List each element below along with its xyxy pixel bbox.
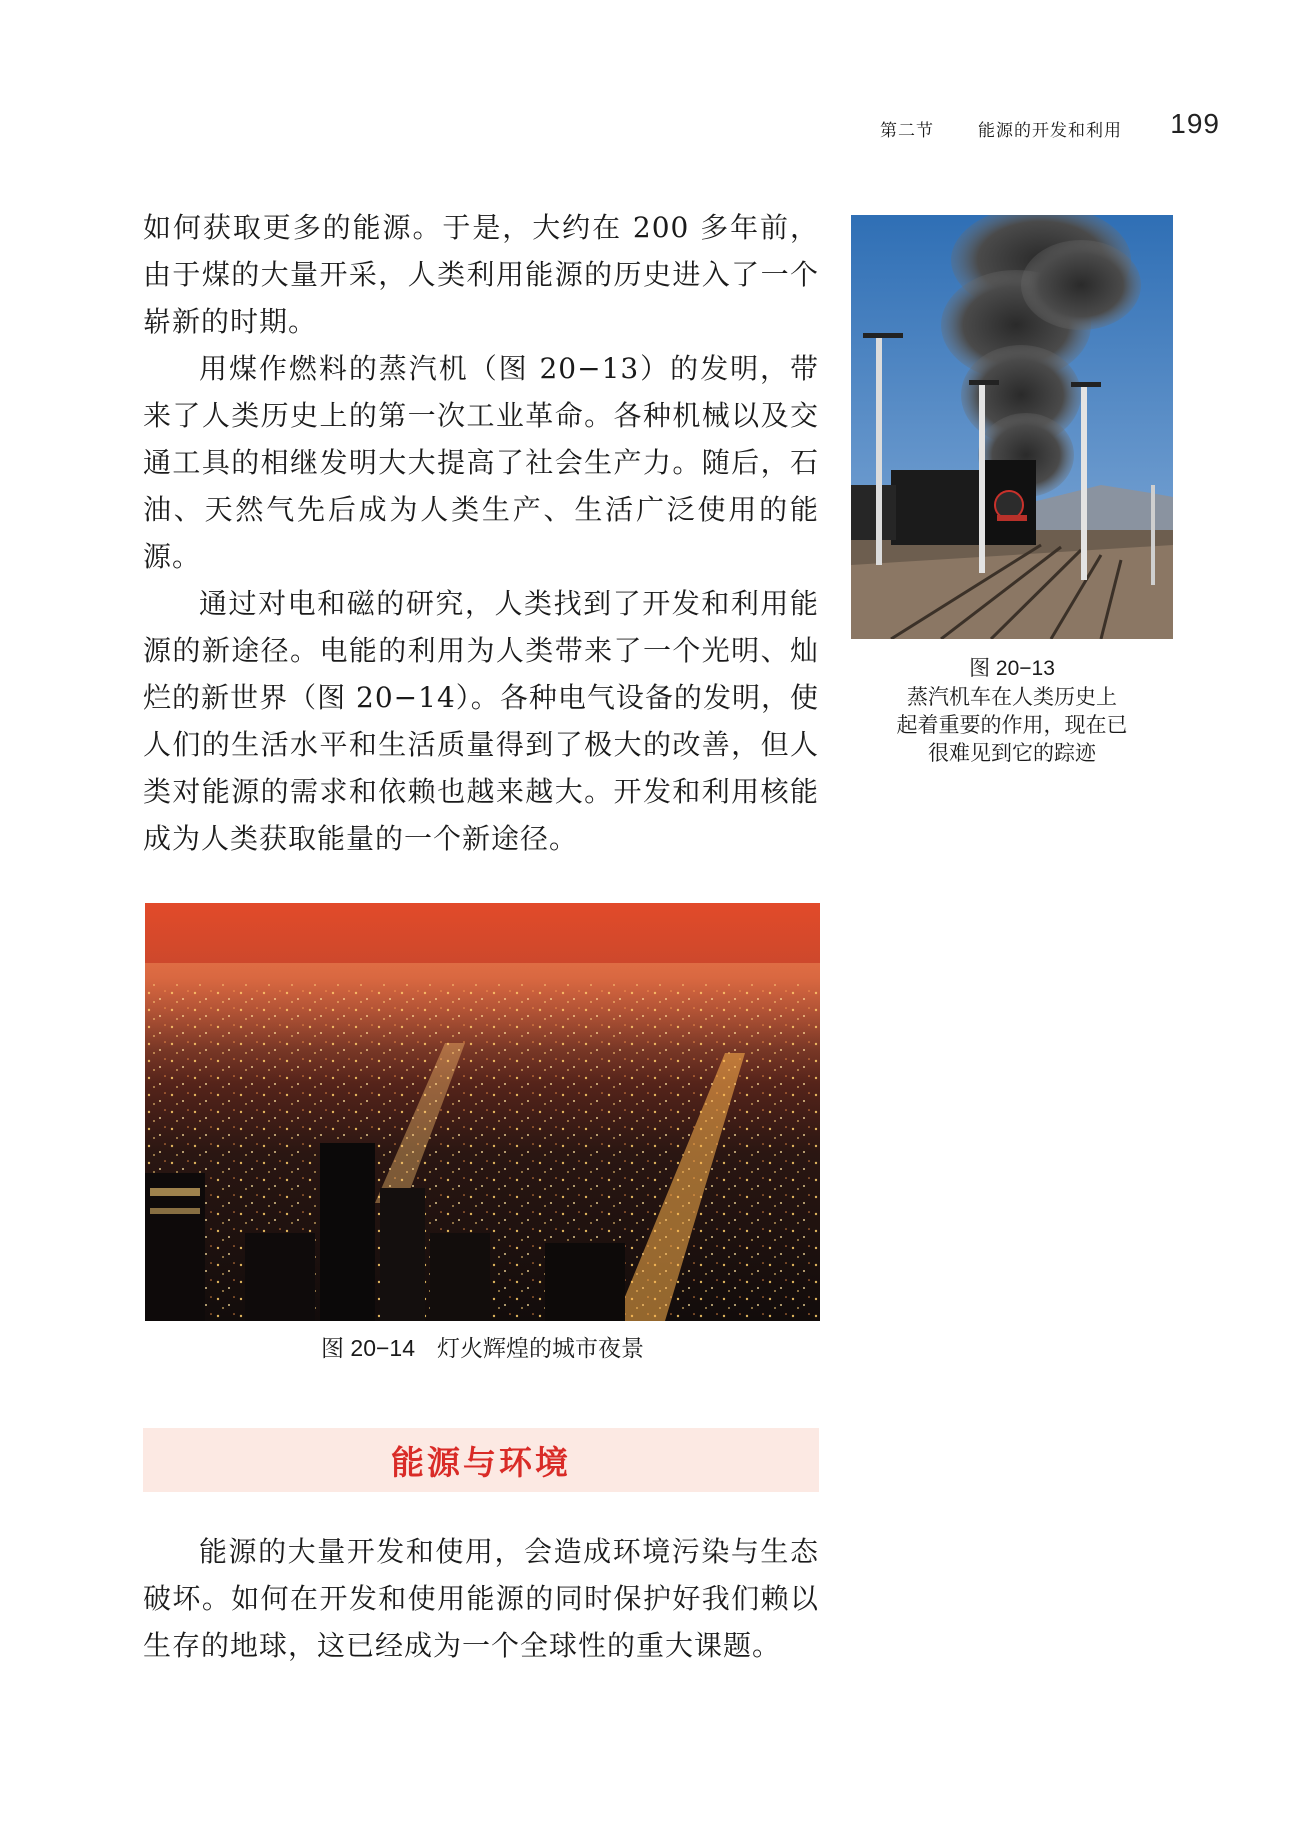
section-heading: 能源与环境: [391, 1442, 571, 1482]
paragraph: 能源的大量开发和使用，会造成环境污染与生态破坏。如何在开发和使用能源的同时保护好我们赖以生存的地球，这已经成为一个全球性的重大课题。: [143, 1535, 819, 1662]
caption-line: 起着重要的作用，现在已: [896, 713, 1128, 737]
paragraph: 如何获取更多的能源。于是，大约在 200 多年前，由于煤的大量开采，人类利用能源的历史进入了一个崭新的时期。: [143, 211, 819, 338]
paragraph: 用煤作燃料的蒸汽机（图 20−13）的发明，带来了人类历史上的第一次工业革命。各种机械以及交通工具的相继发明大大提高了社会生产力。随后，石油、天然气先后成为人类生产、生活广泛使用的能源。: [143, 352, 819, 573]
figure-20-13-caption: [851, 655, 1173, 767]
chapter-title: 能源的开发和利用: [978, 121, 1122, 141]
figure-number: 图 20−14: [321, 1335, 416, 1361]
section-label: 第二节: [880, 121, 934, 141]
caption-text: 灯火辉煌的城市夜景: [436, 1336, 644, 1362]
city-night-photo: [145, 903, 820, 1321]
body-text-top: [143, 204, 819, 862]
paragraph: 通过对电和磁的研究，人类找到了开发和利用能源的新途径。电能的利用为人类带来了一个光明、灿烂的新世界（图 20−14）。各种电气设备的发明，使人们的生活水平和生活质量得到了极大的改善，但人类对能源的需求和依赖也越来越大。开发和利用核能成为人类获取能量的一个新途径。: [143, 587, 819, 855]
caption-line: 蒸汽机车在人类历史上: [907, 685, 1117, 709]
page-number: 199: [1170, 108, 1220, 139]
section-heading-bar: [143, 1428, 819, 1492]
figure-number: 图 20−13: [969, 657, 1055, 680]
caption-line: 很难见到它的踪迹: [928, 741, 1096, 765]
figure-20-14-caption: [145, 1334, 820, 1363]
body-text-bottom: [143, 1528, 819, 1669]
steam-locomotive-photo: [851, 215, 1173, 639]
running-header: [880, 108, 1220, 142]
